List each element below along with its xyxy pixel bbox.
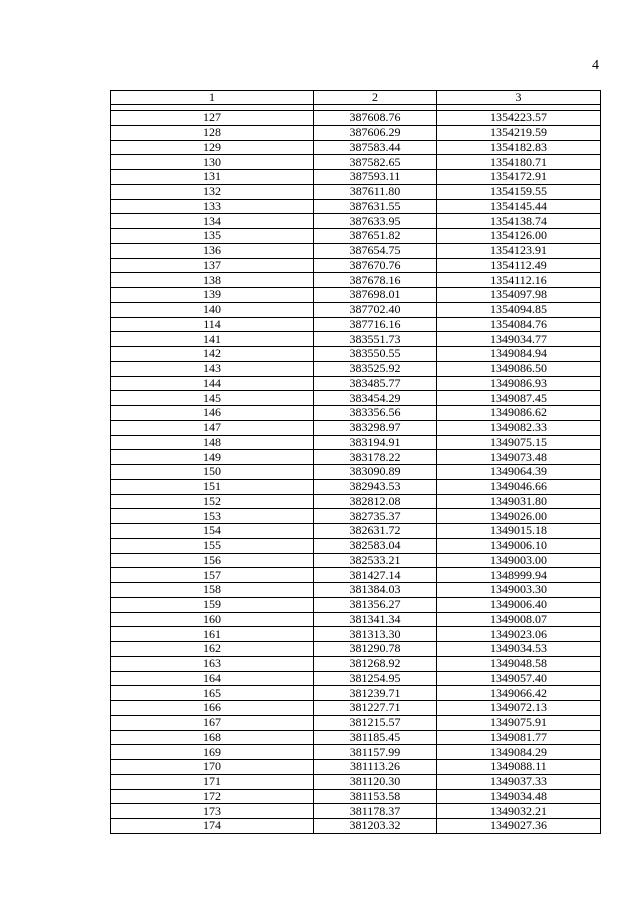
x-coordinate-cell: 381215.57 (314, 715, 437, 730)
x-coordinate-cell: 387716.16 (314, 317, 437, 332)
y-coordinate-cell: 1349008.07 (437, 612, 601, 627)
table-row (111, 420, 601, 435)
x-coordinate-cell: 383550.55 (314, 347, 437, 362)
point-number-cell: 156 (111, 553, 314, 568)
x-coordinate-cell: 387670.76 (314, 258, 437, 273)
x-coordinate-cell: 387593.11 (314, 170, 437, 185)
y-coordinate-cell: 1349003.30 (437, 583, 601, 598)
point-number-cell: 163 (111, 656, 314, 671)
point-number-cell: 164 (111, 671, 314, 686)
x-coordinate-cell: 381384.03 (314, 583, 437, 598)
table-row (111, 170, 601, 185)
point-number-cell: 130 (111, 155, 314, 170)
x-coordinate-cell: 381203.32 (314, 819, 437, 834)
x-coordinate-cell: 381185.45 (314, 730, 437, 745)
x-coordinate-cell: 382631.72 (314, 524, 437, 539)
point-number-cell: 159 (111, 597, 314, 612)
y-coordinate-cell: 1354138.74 (437, 214, 601, 229)
table-row (111, 583, 601, 598)
y-coordinate-cell: 1349057.40 (437, 671, 601, 686)
x-coordinate-cell: 381153.58 (314, 789, 437, 804)
x-coordinate-cell: 381239.71 (314, 686, 437, 701)
y-coordinate-cell: 1349026.00 (437, 509, 601, 524)
x-coordinate-cell: 381178.37 (314, 804, 437, 819)
y-coordinate-cell: 1349086.93 (437, 376, 601, 391)
point-number-cell: 145 (111, 391, 314, 406)
table-row (111, 686, 601, 701)
x-coordinate-cell: 387702.40 (314, 302, 437, 317)
x-coordinate-cell: 382943.53 (314, 479, 437, 494)
y-coordinate-cell: 1354112.49 (437, 258, 601, 273)
table-row (111, 376, 601, 391)
table-row (111, 125, 601, 140)
y-coordinate-cell: 1354126.00 (437, 229, 601, 244)
table-row (111, 656, 601, 671)
y-coordinate-cell: 1349034.48 (437, 789, 601, 804)
y-coordinate-cell: 1349084.94 (437, 347, 601, 362)
point-number-cell: 143 (111, 361, 314, 376)
table-row (111, 302, 601, 317)
x-coordinate-cell: 381120.30 (314, 774, 437, 789)
table-row (111, 760, 601, 775)
point-number-cell: 152 (111, 494, 314, 509)
y-coordinate-cell: 1349086.50 (437, 361, 601, 376)
table-row (111, 568, 601, 583)
point-number-cell: 131 (111, 170, 314, 185)
x-coordinate-cell: 382583.04 (314, 538, 437, 553)
table-row (111, 745, 601, 760)
table-row (111, 730, 601, 745)
y-coordinate-cell: 1349082.33 (437, 420, 601, 435)
table-row (111, 391, 601, 406)
point-number-cell: 153 (111, 509, 314, 524)
x-coordinate-cell: 387654.75 (314, 243, 437, 258)
table-row (111, 597, 601, 612)
y-coordinate-cell: 1354094.85 (437, 302, 601, 317)
y-coordinate-cell: 1349027.36 (437, 819, 601, 834)
x-coordinate-cell: 387698.01 (314, 288, 437, 303)
point-number-cell: 155 (111, 538, 314, 553)
point-number-cell: 167 (111, 715, 314, 730)
y-coordinate-cell: 1349015.18 (437, 524, 601, 539)
table-row (111, 184, 601, 199)
y-coordinate-cell: 1349087.45 (437, 391, 601, 406)
x-coordinate-cell: 387582.65 (314, 155, 437, 170)
point-number-cell: 135 (111, 229, 314, 244)
table-row (111, 642, 601, 657)
x-coordinate-cell: 382735.37 (314, 509, 437, 524)
y-coordinate-cell: 1354219.59 (437, 125, 601, 140)
x-coordinate-cell: 381227.71 (314, 701, 437, 716)
point-number-cell: 141 (111, 332, 314, 347)
table-row (111, 671, 601, 686)
table-row (111, 288, 601, 303)
x-coordinate-cell: 381268.92 (314, 656, 437, 671)
table-row (111, 111, 601, 126)
table-row (111, 450, 601, 465)
point-number-cell: 165 (111, 686, 314, 701)
x-coordinate-cell: 383178.22 (314, 450, 437, 465)
column-header-2: 2 (314, 91, 437, 105)
point-number-cell: 168 (111, 730, 314, 745)
table-row (111, 715, 601, 730)
y-coordinate-cell: 1349046.66 (437, 479, 601, 494)
table-row (111, 361, 601, 376)
x-coordinate-cell: 383551.73 (314, 332, 437, 347)
point-number-cell: 158 (111, 583, 314, 598)
table-row (111, 538, 601, 553)
table-row (111, 155, 601, 170)
point-number-cell: 174 (111, 819, 314, 834)
point-number-cell: 132 (111, 184, 314, 199)
point-number-cell: 151 (111, 479, 314, 494)
point-number-cell: 157 (111, 568, 314, 583)
y-coordinate-cell: 1349073.48 (437, 450, 601, 465)
y-coordinate-cell: 1349086.62 (437, 406, 601, 421)
table-row (111, 273, 601, 288)
y-coordinate-cell: 1354159.55 (437, 184, 601, 199)
x-coordinate-cell: 387583.44 (314, 140, 437, 155)
y-coordinate-cell: 1349075.91 (437, 715, 601, 730)
y-coordinate-cell: 1349003.00 (437, 553, 601, 568)
y-coordinate-cell: 1349031.80 (437, 494, 601, 509)
x-coordinate-cell: 387633.95 (314, 214, 437, 229)
point-number-cell: 166 (111, 701, 314, 716)
point-number-cell: 140 (111, 302, 314, 317)
y-coordinate-cell: 1349048.58 (437, 656, 601, 671)
x-coordinate-cell: 383194.91 (314, 435, 437, 450)
y-coordinate-cell: 1349006.10 (437, 538, 601, 553)
table-row (111, 612, 601, 627)
x-coordinate-cell: 381290.78 (314, 642, 437, 657)
table-row (111, 479, 601, 494)
y-coordinate-cell: 1349066.42 (437, 686, 601, 701)
page-number: 4 (592, 58, 599, 73)
x-coordinate-cell: 381313.30 (314, 627, 437, 642)
y-coordinate-cell: 1354145.44 (437, 199, 601, 214)
table-row (111, 494, 601, 509)
column-header-1: 1 (111, 91, 314, 105)
y-coordinate-cell: 1349023.06 (437, 627, 601, 642)
header-row (111, 91, 601, 105)
x-coordinate-cell: 387678.16 (314, 273, 437, 288)
point-number-cell: 172 (111, 789, 314, 804)
point-number-cell: 149 (111, 450, 314, 465)
table-row (111, 199, 601, 214)
x-coordinate-cell: 381341.34 (314, 612, 437, 627)
x-coordinate-cell: 382533.21 (314, 553, 437, 568)
point-number-cell: 147 (111, 420, 314, 435)
x-coordinate-cell: 383525.92 (314, 361, 437, 376)
table-row (111, 140, 601, 155)
x-coordinate-cell: 381113.26 (314, 760, 437, 775)
point-number-cell: 142 (111, 347, 314, 362)
x-coordinate-cell: 382812.08 (314, 494, 437, 509)
point-number-cell: 139 (111, 288, 314, 303)
y-coordinate-cell: 1348999.94 (437, 568, 601, 583)
x-coordinate-cell: 381356.27 (314, 597, 437, 612)
point-number-cell: 162 (111, 642, 314, 657)
table-row (111, 317, 601, 332)
y-coordinate-cell: 1349064.39 (437, 465, 601, 480)
table-row (111, 406, 601, 421)
point-number-cell: 114 (111, 317, 314, 332)
table-row (111, 627, 601, 642)
table-row (111, 332, 601, 347)
table-row (111, 243, 601, 258)
table-row (111, 524, 601, 539)
y-coordinate-cell: 1349084.29 (437, 745, 601, 760)
x-coordinate-cell: 383454.29 (314, 391, 437, 406)
table-row (111, 804, 601, 819)
coordinates-table (110, 90, 601, 834)
point-number-cell: 146 (111, 406, 314, 421)
x-coordinate-cell: 381254.95 (314, 671, 437, 686)
x-coordinate-cell: 387606.29 (314, 125, 437, 140)
y-coordinate-cell: 1349075.15 (437, 435, 601, 450)
point-number-cell: 137 (111, 258, 314, 273)
x-coordinate-cell: 381157.99 (314, 745, 437, 760)
x-coordinate-cell: 381427.14 (314, 568, 437, 583)
y-coordinate-cell: 1349088.11 (437, 760, 601, 775)
point-number-cell: 127 (111, 111, 314, 126)
table-row (111, 465, 601, 480)
x-coordinate-cell: 383298.97 (314, 420, 437, 435)
x-coordinate-cell: 387631.55 (314, 199, 437, 214)
point-number-cell: 160 (111, 612, 314, 627)
x-coordinate-cell: 387608.76 (314, 111, 437, 126)
point-number-cell: 129 (111, 140, 314, 155)
y-coordinate-cell: 1354172.91 (437, 170, 601, 185)
table-row (111, 347, 601, 362)
point-number-cell: 154 (111, 524, 314, 539)
point-number-cell: 134 (111, 214, 314, 229)
point-number-cell: 161 (111, 627, 314, 642)
table-row (111, 789, 601, 804)
x-coordinate-cell: 387651.82 (314, 229, 437, 244)
point-number-cell: 138 (111, 273, 314, 288)
y-coordinate-cell: 1349037.33 (437, 774, 601, 789)
y-coordinate-cell: 1354182.83 (437, 140, 601, 155)
y-coordinate-cell: 1349032.21 (437, 804, 601, 819)
y-coordinate-cell: 1349034.77 (437, 332, 601, 347)
y-coordinate-cell: 1349081.77 (437, 730, 601, 745)
y-coordinate-cell: 1349006.40 (437, 597, 601, 612)
point-number-cell: 133 (111, 199, 314, 214)
point-number-cell: 150 (111, 465, 314, 480)
table-row (111, 553, 601, 568)
table-row (111, 214, 601, 229)
table-body (111, 105, 601, 834)
y-coordinate-cell: 1349072.13 (437, 701, 601, 716)
point-number-cell: 136 (111, 243, 314, 258)
table-row (111, 258, 601, 273)
y-coordinate-cell: 1349034.53 (437, 642, 601, 657)
point-number-cell: 169 (111, 745, 314, 760)
column-header-3: 3 (437, 91, 601, 105)
point-number-cell: 144 (111, 376, 314, 391)
point-number-cell: 148 (111, 435, 314, 450)
point-number-cell: 170 (111, 760, 314, 775)
point-number-cell: 171 (111, 774, 314, 789)
y-coordinate-cell: 1354084.76 (437, 317, 601, 332)
table-row (111, 435, 601, 450)
table-row (111, 701, 601, 716)
point-number-cell: 128 (111, 125, 314, 140)
y-coordinate-cell: 1354180.71 (437, 155, 601, 170)
y-coordinate-cell: 1354223.57 (437, 111, 601, 126)
table-header (111, 91, 601, 105)
table-row (111, 509, 601, 524)
x-coordinate-cell: 383485.77 (314, 376, 437, 391)
y-coordinate-cell: 1354112.16 (437, 273, 601, 288)
point-number-cell: 173 (111, 804, 314, 819)
x-coordinate-cell: 383356.56 (314, 406, 437, 421)
x-coordinate-cell: 383090.89 (314, 465, 437, 480)
y-coordinate-cell: 1354123.91 (437, 243, 601, 258)
x-coordinate-cell: 387611.80 (314, 184, 437, 199)
table-row (111, 229, 601, 244)
table-row (111, 774, 601, 789)
y-coordinate-cell: 1354097.98 (437, 288, 601, 303)
table-row (111, 819, 601, 834)
